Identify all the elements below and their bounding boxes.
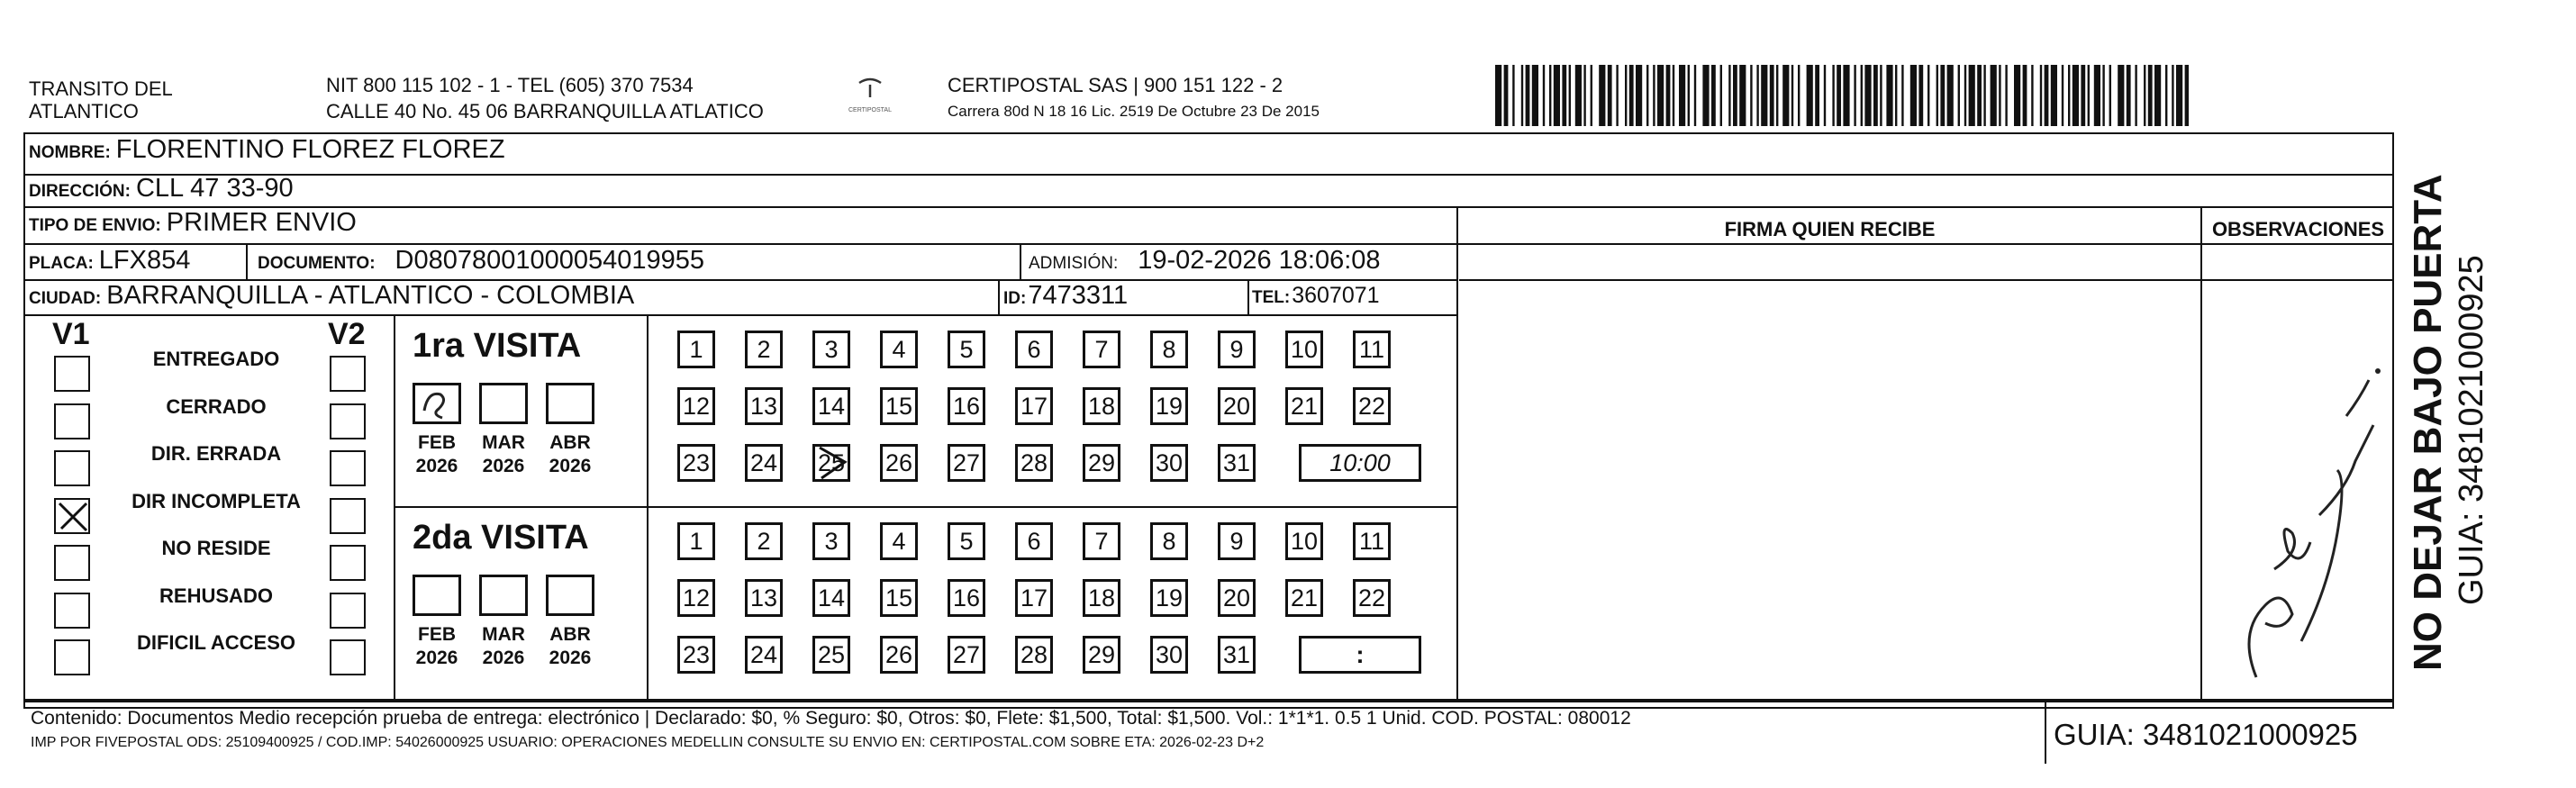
day-box[interactable]: 17 [1015, 387, 1053, 425]
rule [23, 701, 2394, 702]
month-year: 2026 [549, 648, 592, 668]
divider [2045, 701, 2046, 764]
tel-row [1252, 283, 1380, 309]
month-year: 2026 [549, 456, 592, 476]
day-box[interactable]: 21 [1285, 387, 1323, 425]
v1-checkbox[interactable] [54, 639, 90, 675]
day-box[interactable]: 18 [1083, 387, 1120, 425]
day-box[interactable]: 27 [948, 444, 985, 482]
v2-checkbox[interactable] [330, 639, 366, 675]
time-field[interactable]: : [1299, 636, 1421, 674]
day-box[interactable]: 12 [677, 387, 715, 425]
status-option-label: DIFICIL ACCESO [136, 631, 295, 654]
v2-checkbox[interactable] [330, 498, 366, 534]
month-checkbox[interactable] [413, 575, 461, 616]
time-field[interactable]: 10:00 [1299, 444, 1421, 482]
month-checkbox[interactable] [479, 383, 528, 424]
day-box[interactable]: 3 [812, 522, 850, 560]
id-label: ID: [1003, 289, 1027, 308]
month-label [542, 431, 598, 478]
direccion-row [29, 174, 294, 204]
tel-label: TEL: [1252, 288, 1291, 307]
courier-info [948, 74, 1320, 122]
day-box[interactable]: 16 [948, 387, 985, 425]
nit-line: NIT 800 115 102 - 1 - TEL (605) 370 7534 [326, 74, 694, 96]
footer-contenido: Contenido: Documentos Medio recepción prueba de entrega: electrónico | Declarado: $0, % Seguro: $0, Otros: $0, Flete: $1,500, Total: $1,500. Vol.: 1*1*1. 0.5 1 Unid. COD. POSTAL: 080012 [31, 708, 1631, 729]
month-year: 2026 [415, 456, 458, 476]
day-box[interactable]: 1 [677, 331, 715, 368]
day-box[interactable]: 3 [812, 331, 850, 368]
placa-row [29, 246, 190, 276]
divider [1247, 279, 1249, 314]
handwritten-notes [2202, 335, 2391, 695]
day-box[interactable]: 22 [1353, 579, 1391, 617]
month-label [476, 623, 531, 670]
day-box[interactable]: 12 [677, 579, 715, 617]
tipo-row [29, 208, 357, 238]
ciudad-row [29, 281, 634, 311]
rule [23, 174, 2394, 176]
day-box[interactable]: 11 [1353, 522, 1391, 560]
month-checkbox[interactable] [479, 575, 528, 616]
day-box[interactable]: 13 [745, 387, 783, 425]
courier-line: CERTIPOSTAL SAS | 900 151 122 - 2 [948, 74, 1283, 96]
day-box[interactable]: 23 [677, 636, 715, 674]
admision-value: 19-02-2026 18:06:08 [1138, 246, 1381, 275]
issuer-contact [326, 74, 764, 122]
day-box[interactable]: 5 [948, 331, 985, 368]
ciudad-value: BARRANQUILLA - ATLANTICO - COLOMBIA [106, 281, 635, 310]
day-box[interactable]: 6 [1015, 331, 1053, 368]
day-box[interactable]: 29 [1083, 636, 1120, 674]
direccion-value: CLL 47 33-90 [135, 174, 294, 203]
admision-label: ADMISIÓN: [1029, 254, 1119, 273]
month-year: 2026 [415, 648, 458, 668]
side-warning: NO DEJAR BAJO PUERTA [2406, 174, 2450, 671]
rule [23, 314, 1457, 316]
day-box[interactable]: 20 [1218, 579, 1256, 617]
month-label [476, 431, 531, 478]
nombre-label: NOMBRE: [29, 143, 111, 162]
v2-checkbox[interactable] [330, 545, 366, 581]
rule [23, 243, 2394, 245]
month-label [409, 623, 465, 670]
month-checkbox[interactable] [546, 575, 594, 616]
documento-label: DOCUMENTO: [258, 254, 376, 273]
day-box[interactable]: 26 [880, 636, 918, 674]
issuer-line-1: TRANSITO DEL [29, 77, 173, 100]
v2-checkbox[interactable] [330, 403, 366, 439]
status-option-label: DIR. ERRADA [150, 442, 282, 465]
divider [998, 279, 1000, 314]
divider [1020, 243, 1021, 279]
documento-row [258, 246, 704, 276]
day-box[interactable]: 24 [745, 636, 783, 674]
day-box[interactable]: 20 [1218, 387, 1256, 425]
day-box[interactable]: 2 [745, 522, 783, 560]
status-option-label: NO RESIDE [161, 537, 271, 559]
issuer-line-2: ATLANTICO [29, 100, 139, 122]
day-box[interactable]: 6 [1015, 522, 1053, 560]
address-line: CALLE 40 No. 45 06 BARRANQUILLA ATLATICO [326, 100, 764, 122]
month-name: FEB [418, 432, 456, 453]
rule [1459, 279, 2394, 281]
tel-value: 3607071 [1292, 283, 1380, 308]
day-box[interactable]: 18 [1083, 579, 1120, 617]
rule [394, 506, 1457, 508]
day-box[interactable]: 9 [1218, 522, 1256, 560]
day-box[interactable]: 29 [1083, 444, 1120, 482]
tracking-barcode [1495, 65, 2189, 126]
day-box[interactable]: 23 [677, 444, 715, 482]
logo-text: CERTIPOSTAL [848, 107, 892, 113]
month-checkbox[interactable] [546, 383, 594, 424]
day-box[interactable]: 22 [1353, 387, 1391, 425]
documento-value: D08078001000054019955 [395, 246, 705, 275]
nombre-value: FLORENTINO FLOREZ FLOREZ [115, 135, 505, 164]
month-year: 2026 [482, 456, 525, 476]
status-option-label: DIR INCOMPLETA [132, 489, 301, 512]
visit-title: 1ra VISITA [413, 327, 582, 365]
day-box[interactable]: 9 [1218, 331, 1256, 368]
day-box[interactable]: 15 [880, 579, 918, 617]
v1-checkbox[interactable] [54, 545, 90, 581]
day-box[interactable]: 14 [812, 387, 850, 425]
visit-title: 2da VISITA [413, 519, 589, 557]
v1-checkbox[interactable] [54, 403, 90, 439]
v1-checkbox[interactable] [54, 356, 90, 392]
direccion-label: DIRECCIÓN: [29, 182, 131, 201]
day-box[interactable]: 19 [1150, 579, 1188, 617]
month-label [542, 623, 598, 670]
day-box[interactable]: 13 [745, 579, 783, 617]
firma-label: FIRMA QUIEN RECIBE [1724, 218, 1936, 240]
day-box[interactable]: 15 [880, 387, 918, 425]
day-check-mark [812, 444, 850, 486]
day-box[interactable]: 11 [1353, 331, 1391, 368]
day-box[interactable]: 7 [1083, 522, 1120, 560]
day-box[interactable]: 21 [1285, 579, 1323, 617]
v1-checkbox[interactable] [54, 593, 90, 629]
divider [1456, 206, 1458, 699]
id-row [1003, 281, 1128, 311]
tipo-value: PRIMER ENVIO [166, 208, 357, 237]
day-box[interactable]: 2 [745, 331, 783, 368]
v1-checkbox[interactable] [54, 498, 90, 534]
month-name: MAR [482, 624, 525, 645]
day-box[interactable]: 19 [1150, 387, 1188, 425]
divider [246, 243, 248, 279]
day-box[interactable]: 30 [1150, 444, 1188, 482]
day-box[interactable]: 5 [948, 522, 985, 560]
day-box[interactable]: 31 [1218, 636, 1256, 674]
day-box[interactable]: 17 [1015, 579, 1053, 617]
observaciones-label: OBSERVACIONES [2211, 218, 2385, 240]
month-name: ABR [549, 432, 591, 453]
day-box[interactable]: 26 [880, 444, 918, 482]
month-label [409, 431, 465, 478]
issuer-name [29, 77, 173, 122]
day-box[interactable]: 10 [1285, 522, 1323, 560]
v2-label: V2 [328, 317, 366, 351]
day-box[interactable]: 8 [1150, 331, 1188, 368]
id-value: 7473311 [1028, 281, 1129, 310]
side-guia: GUIA: 3481021000925 [2453, 255, 2490, 605]
v2-checkbox[interactable] [330, 593, 366, 629]
day-box[interactable]: 28 [1015, 444, 1053, 482]
status-option-label: REHUSADO [159, 584, 273, 607]
footer-imp: IMP POR FIVEPOSTAL ODS: 25109400925 / COD.IMP: 54026000925 USUARIO: OPERACIONES MEDELLIN CONSULTE SU ENVIO EN: CERTIPOSTAL.COM SOBRE ETA: 2026-02-23 D+2 [31, 735, 1265, 750]
day-box[interactable]: 30 [1150, 636, 1188, 674]
day-box[interactable]: 10 [1285, 331, 1323, 368]
status-option-label: CERRADO [166, 394, 267, 418]
month-checkbox[interactable] [413, 383, 461, 424]
day-box[interactable]: 25 [812, 636, 850, 674]
day-box[interactable]: 7 [1083, 331, 1120, 368]
v2-checkbox[interactable] [330, 356, 366, 392]
placa-label: PLACA: [29, 254, 94, 273]
placa-value: LFX854 [98, 246, 191, 275]
day-box[interactable]: 14 [812, 579, 850, 617]
month-name: FEB [418, 624, 456, 645]
nombre-row [29, 135, 505, 165]
month-year: 2026 [482, 648, 525, 668]
status-option-label: ENTREGADO [152, 348, 280, 370]
day-box[interactable]: 8 [1150, 522, 1188, 560]
day-box[interactable]: 4 [880, 522, 918, 560]
month-name: MAR [482, 432, 525, 453]
day-box[interactable]: 24 [745, 444, 783, 482]
day-box[interactable]: 25 [812, 444, 850, 482]
footer-guia: GUIA: 3481021000925 [2054, 718, 2358, 751]
rule [23, 206, 2394, 208]
month-name: ABR [549, 624, 591, 645]
certipostal-logo [838, 77, 903, 119]
courier-license: Carrera 80d N 18 16 Lic. 2519 De Octubre 23 De 2015 [948, 103, 1320, 120]
day-box[interactable]: 4 [880, 331, 918, 368]
day-box[interactable]: 27 [948, 636, 985, 674]
day-box[interactable]: 28 [1015, 636, 1053, 674]
v1-label: V1 [52, 317, 90, 351]
tipo-label: TIPO DE ENVIO: [29, 216, 161, 235]
v2-checkbox[interactable] [330, 450, 366, 486]
day-box[interactable]: 16 [948, 579, 985, 617]
admision-row [1029, 246, 1381, 276]
day-box[interactable]: 31 [1218, 444, 1256, 482]
day-box[interactable]: 1 [677, 522, 715, 560]
ciudad-label: CIUDAD: [29, 289, 102, 308]
v1-checkbox[interactable] [54, 450, 90, 486]
